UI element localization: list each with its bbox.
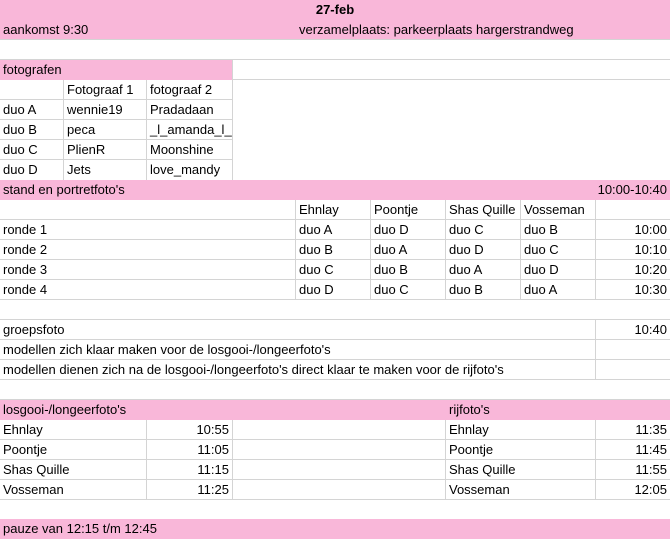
meeting-point-cell[interactable]: verzamelplaats: parkeerplaats hargerstrandweg [299,22,574,37]
grid-line [595,340,596,380]
grid-line [595,320,596,340]
round-duo-cell[interactable]: duo B [524,222,558,237]
round-label[interactable]: ronde 4 [3,282,48,297]
grid-line [0,119,232,120]
grid-line [520,200,521,300]
round-duo-cell[interactable]: duo D [299,282,334,297]
grid-line [0,459,670,460]
table-row [0,120,670,140]
note-row [0,360,670,380]
group-photo-time[interactable]: 10:40 [634,322,667,337]
rijfoto-name[interactable]: Shas Quille [449,462,516,477]
photographer2-cell[interactable]: _l_amanda_l_ [150,122,232,137]
round-time[interactable]: 10:10 [634,242,667,257]
model-header[interactable]: Vosseman [524,202,585,217]
photographer2-cell[interactable]: Moonshine [150,142,214,157]
round-label[interactable]: ronde 3 [3,262,48,277]
grid-line [0,59,670,60]
table-row [0,160,670,180]
date-cell[interactable]: 27-feb [315,2,355,17]
table-row [0,100,670,120]
photographer2-cell[interactable]: Pradadaan [150,102,214,117]
table-row [0,480,670,500]
grid-line [0,439,670,440]
grid-line [0,379,670,380]
stand-title-row [0,180,670,200]
round-time[interactable]: 10:30 [634,282,667,297]
round-duo-cell[interactable]: duo C [374,282,409,297]
round-time[interactable]: 10:00 [634,222,667,237]
grid-line [0,279,670,280]
duo-label[interactable]: duo B [3,122,37,137]
table-row [0,440,670,460]
table-row [0,220,670,240]
table-row [0,280,670,300]
grid-line [0,99,232,100]
photographer1-cell[interactable]: PlienR [67,142,106,157]
stand-title[interactable]: stand en portretfoto's [3,182,125,197]
model-header[interactable]: Ehnlay [299,202,339,217]
grid-line [595,200,596,300]
round-duo-cell[interactable]: duo B [374,262,408,277]
grid-line [0,239,670,240]
duo-label[interactable]: duo A [3,102,37,117]
round-duo-cell[interactable]: duo A [374,242,408,257]
photographer1-cell[interactable]: wennie19 [67,102,123,117]
rijfoto-title[interactable]: rijfoto's [449,402,490,417]
duo-label[interactable]: duo C [3,142,38,157]
note-row [0,340,670,360]
losgooi-time[interactable]: 11:25 [197,482,229,497]
grid-line [0,319,670,320]
round-duo-cell[interactable]: duo D [374,222,409,237]
grid-line [146,420,147,500]
model-header[interactable]: Shas Quille [449,202,516,217]
round-duo-cell[interactable]: duo B [299,242,333,257]
grid-line [0,139,232,140]
losgooi-name[interactable]: Ehnlay [3,422,43,437]
losgooi-title[interactable]: losgooi-/longeerfoto's [3,402,127,417]
round-duo-cell[interactable]: duo B [449,282,483,297]
losgooi-name[interactable]: Vosseman [3,482,64,497]
grid-line [0,479,670,480]
round-duo-cell[interactable]: duo D [449,242,484,257]
losgooi-time[interactable]: 11:15 [197,462,229,477]
rijfoto-time[interactable]: 11:55 [635,462,667,477]
section-titles-row [0,400,670,420]
note-1[interactable]: modellen zich klaar maken voor de losgooi-/longeerfoto's [3,342,331,357]
grid-line [146,80,147,180]
grid-line [0,339,670,340]
grid-line [0,399,670,400]
round-time[interactable]: 10:20 [634,262,667,277]
pause-row [0,519,670,539]
photographer1-cell[interactable]: Jets [67,162,91,177]
table-row [0,240,670,260]
photographers-title-row [0,60,670,80]
grid-line [0,359,670,360]
group-photo-row [0,320,670,340]
note-2[interactable]: modellen dienen zich na de losgooi-/longeerfoto's direct klaar te maken voor de rijfoto's [3,362,504,377]
grid-line [0,499,670,500]
group-photo-label[interactable]: groepsfoto [3,322,65,337]
grid-line [63,80,64,180]
arrival-cell[interactable]: aankomst 9:30 [3,22,89,37]
round-duo-cell[interactable]: duo C [449,222,484,237]
grid-line [0,259,670,260]
grid-line [445,200,446,300]
rijfoto-time[interactable]: 12:05 [634,482,667,497]
table-row [0,140,670,160]
grid-line [0,39,670,40]
losgooi-time[interactable]: 11:05 [197,442,229,457]
table-row [0,420,670,440]
photographers-header-row [0,80,670,100]
losgooi-time[interactable]: 10:55 [196,422,229,437]
grid-line [232,79,670,80]
grid-line [0,159,232,160]
photographer1-cell[interactable]: peca [67,122,96,137]
grid-line [445,420,446,500]
date-header-row [0,0,670,20]
round-duo-cell[interactable]: duo A [524,282,558,297]
rijfoto-time[interactable]: 11:35 [635,422,667,437]
round-label[interactable]: ronde 2 [3,242,48,257]
rijfoto-name[interactable]: Ehnlay [449,422,489,437]
table-row [0,260,670,280]
arrival-row [0,20,670,40]
photographer2-cell[interactable]: love_mandy [150,162,221,177]
grid-line [0,219,670,220]
grid-line [295,200,296,300]
photographer2-header[interactable]: fotograaf 2 [150,82,213,97]
duo-label[interactable]: duo D [3,162,38,177]
rijfoto-name[interactable]: Poontje [449,442,494,457]
grid-line [595,420,596,500]
losgooi-name[interactable]: Shas Quille [3,462,70,477]
round-label[interactable]: ronde 1 [3,222,48,237]
model-header[interactable]: Poontje [374,202,419,217]
round-duo-cell[interactable]: duo C [299,262,334,277]
round-duo-cell[interactable]: duo A [299,222,333,237]
photographers-title[interactable]: fotografen [0,60,232,80]
rijfoto-time[interactable]: 11:45 [635,442,667,457]
grid-line [232,420,233,500]
photographer1-header[interactable]: Fotograaf 1 [67,82,134,97]
round-duo-cell[interactable]: duo A [449,262,483,277]
grid-line [0,299,670,300]
models-header-row [0,200,670,220]
pause-cell[interactable]: pauze van 12:15 t/m 12:45 [3,521,157,536]
losgooi-name[interactable]: Poontje [3,442,48,457]
grid-line [370,200,371,300]
round-duo-cell[interactable]: duo C [524,242,559,257]
table-row [0,460,670,480]
round-duo-cell[interactable]: duo D [524,262,559,277]
stand-time-range[interactable]: 10:00-10:40 [597,182,667,197]
grid-line [232,60,233,180]
rijfoto-name[interactable]: Vosseman [449,482,510,497]
